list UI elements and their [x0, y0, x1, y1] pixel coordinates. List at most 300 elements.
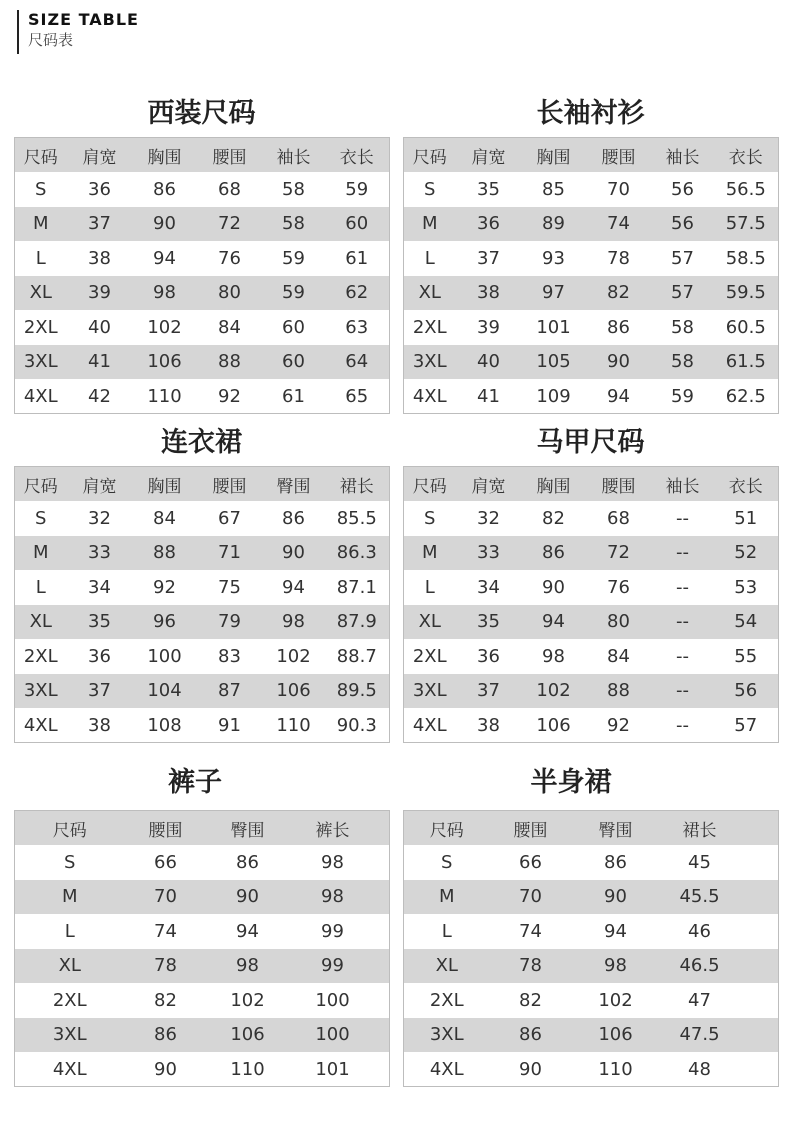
table-cell: XL: [418, 282, 441, 304]
table-row: [15, 983, 390, 1018]
table-cell: L: [64, 920, 75, 942]
table-cell: 94: [607, 385, 630, 407]
table-cell: 76: [607, 576, 630, 598]
table-cell: 89: [542, 213, 565, 235]
table-cell: 42: [88, 385, 111, 407]
table-cell: 90: [154, 1058, 177, 1080]
column-header: 袖长: [276, 147, 311, 168]
column-header: 肩宽: [471, 147, 506, 168]
table-cell: --: [676, 680, 689, 702]
table-row: [404, 310, 779, 345]
table-cell: 32: [477, 507, 500, 529]
table-cell: 109: [536, 385, 571, 407]
table-cell: 99: [321, 955, 344, 977]
table-cell: 33: [88, 542, 111, 564]
table-row: [15, 501, 390, 536]
table-cell: 110: [598, 1058, 633, 1080]
table-cell: 48: [688, 1058, 711, 1080]
table-cell: 61: [282, 385, 305, 407]
header-title-cn: 尺码表: [28, 31, 74, 49]
table-cell: 86: [153, 178, 176, 200]
table-cell: 82: [154, 989, 177, 1011]
table-cell: 35: [477, 611, 500, 633]
table-cell: --: [676, 576, 689, 598]
empty-cell: [740, 811, 779, 846]
table-cell: 87.9: [336, 611, 377, 633]
column-header: 裙长: [682, 820, 717, 841]
table-cell: 93: [542, 247, 565, 269]
size-table: [403, 810, 779, 1087]
table-cell: 38: [477, 714, 500, 736]
table-cell: 90: [153, 213, 176, 235]
table-row: [404, 501, 779, 536]
table-cell: 102: [598, 989, 633, 1011]
table-cell: 72: [607, 542, 630, 564]
table-cell: --: [676, 507, 689, 529]
table-cell: 59: [282, 247, 305, 269]
table-cell: 85.5: [336, 507, 377, 529]
table-cell: 86: [236, 851, 259, 873]
table-cell: 2XL: [429, 989, 464, 1011]
table-cell: 94: [542, 611, 565, 633]
table-cell: 37: [88, 680, 111, 702]
table-cell: L: [424, 576, 435, 598]
table-cell: 74: [607, 213, 630, 235]
empty-cell: [377, 914, 390, 949]
empty-cell: [740, 983, 779, 1018]
table-cell: 65: [345, 385, 369, 407]
table-cell: 60.5: [725, 316, 766, 338]
table-row: [404, 983, 779, 1018]
table-row: [404, 241, 779, 276]
table-cell: 58: [671, 316, 694, 338]
empty-cell: [377, 949, 390, 984]
table-row: [15, 1052, 390, 1087]
table-cell: 84: [607, 645, 630, 667]
table-cell: 78: [154, 955, 177, 977]
column-header: 尺码: [412, 147, 447, 168]
table-cell: 94: [282, 576, 305, 598]
table-cell: 100: [315, 1024, 350, 1046]
table-cell: 59: [671, 385, 694, 407]
table-cell: 37: [477, 680, 500, 702]
table-cell: 3XL: [23, 351, 58, 373]
empty-cell: [740, 914, 779, 949]
table-row: [404, 674, 779, 709]
empty-cell: [377, 1018, 390, 1053]
table-row: [15, 276, 390, 311]
column-header: 腰围: [148, 820, 183, 841]
table-cell: 58: [671, 351, 694, 373]
table-row: [15, 639, 390, 674]
table-cell: S: [35, 507, 47, 529]
table-cell: 94: [604, 920, 627, 942]
table-cell: S: [64, 851, 76, 873]
table-row: [15, 536, 390, 571]
table-cell: 60: [282, 316, 305, 338]
column-header: 腰围: [513, 820, 548, 841]
table-cell: 4XL: [23, 714, 58, 736]
table-cell: 71: [218, 542, 241, 564]
table-header-row: [15, 138, 390, 173]
column-header: 尺码: [23, 476, 58, 497]
table-cell: 86.3: [336, 542, 377, 564]
table-cell: 63: [345, 316, 369, 338]
table-cell: 87.1: [336, 576, 377, 598]
table-cell: 102: [536, 680, 571, 702]
table-cell: 110: [147, 385, 182, 407]
table-cell: --: [676, 542, 689, 564]
table-title: 裤子: [168, 767, 222, 798]
table-cell: 80: [218, 282, 241, 304]
table-cell: 85: [542, 178, 565, 200]
table-cell: 58: [282, 178, 305, 200]
table-cell: 59: [345, 178, 369, 200]
table-row: [404, 880, 779, 915]
table-cell: 38: [88, 247, 111, 269]
table-cell: 59.5: [725, 282, 766, 304]
table-cell: --: [676, 714, 689, 736]
table-cell: M: [438, 886, 455, 908]
table-title: 连衣裙: [161, 427, 242, 458]
table-cell: 92: [607, 714, 630, 736]
column-header: 臀围: [598, 820, 633, 841]
table-cell: 98: [153, 282, 176, 304]
table-cell: 104: [147, 680, 182, 702]
table-cell: 90: [519, 1058, 542, 1080]
table-cell: 61.5: [725, 351, 766, 373]
column-header: 肩宽: [471, 476, 506, 497]
table-cell: XL: [435, 955, 458, 977]
table-cell: 58: [282, 213, 305, 235]
column-header: 胸围: [147, 147, 182, 168]
table-row: [15, 379, 390, 414]
table-cell: 108: [147, 714, 182, 736]
table-cell: 110: [230, 1058, 265, 1080]
table-cell: 57: [671, 282, 694, 304]
table-cell: S: [424, 507, 436, 529]
table-row: [404, 639, 779, 674]
table-cell: 78: [519, 955, 542, 977]
table-cell: 56: [671, 178, 694, 200]
table-cell: L: [35, 247, 46, 269]
table-cell: 52: [734, 542, 758, 564]
page-header: [17, 10, 139, 54]
table-title: 长袖衬衫: [536, 98, 645, 129]
table-cell: 83: [218, 645, 241, 667]
table-cell: 86: [154, 1024, 177, 1046]
table-cell: 60: [282, 351, 305, 373]
table-cell: 98: [236, 955, 259, 977]
column-header: 肩宽: [82, 147, 117, 168]
table-cell: 2XL: [23, 316, 58, 338]
table-cell: 36: [88, 178, 111, 200]
table-cell: L: [441, 920, 452, 942]
table-cell: M: [421, 213, 438, 235]
column-header: 胸围: [536, 476, 571, 497]
table-cell: 98: [282, 611, 305, 633]
table-cell: 102: [147, 316, 182, 338]
table-cell: 58.5: [725, 247, 766, 269]
table-header-row: [15, 467, 390, 502]
table-cell: 101: [536, 316, 571, 338]
table-row: [404, 379, 779, 414]
table-cell: 45.5: [679, 886, 720, 908]
table-row: [404, 1018, 779, 1053]
table-cell: 45: [688, 851, 711, 873]
table-cell: 98: [321, 851, 344, 873]
column-header: 尺码: [429, 820, 464, 841]
table-cell: 54: [734, 611, 758, 633]
table-cell: 100: [315, 989, 350, 1011]
table-header-row: [404, 811, 779, 846]
table-cell: 35: [477, 178, 500, 200]
table-cell: 88: [153, 542, 176, 564]
table-cell: 56.5: [725, 178, 766, 200]
table-cell: 110: [276, 714, 311, 736]
table-cell: 55: [734, 645, 758, 667]
table-cell: XL: [418, 611, 441, 633]
table-cell: --: [676, 645, 689, 667]
table-cell: L: [35, 576, 46, 598]
table-cell: 74: [154, 920, 177, 942]
table-cell: 62.5: [725, 385, 766, 407]
table-cell: 90.3: [336, 714, 377, 736]
table-cell: 90: [282, 542, 305, 564]
table-cell: 106: [147, 351, 182, 373]
size-table: [14, 810, 390, 1087]
table-cell: 40: [88, 316, 111, 338]
table-cell: 88.7: [336, 645, 377, 667]
table-cell: 88: [607, 680, 630, 702]
table-header-row: [404, 467, 779, 502]
table-cell: XL: [58, 955, 81, 977]
table-row: [15, 172, 390, 207]
table-cell: 3XL: [429, 1024, 464, 1046]
table-title: 西装尺码: [147, 98, 256, 129]
table-cell: 106: [230, 1024, 265, 1046]
size-table: [14, 466, 390, 743]
empty-cell: [377, 880, 390, 915]
table-row: [15, 345, 390, 380]
column-header: 尺码: [23, 147, 58, 168]
table-row: [404, 708, 779, 743]
table-row: [404, 207, 779, 242]
table-cell: 56: [734, 680, 758, 702]
table-cell: 2XL: [23, 645, 58, 667]
table-cell: 39: [477, 316, 500, 338]
table-cell: 4XL: [412, 385, 447, 407]
table-cell: 100: [147, 645, 182, 667]
table-row: [404, 949, 779, 984]
table-cell: 66: [154, 851, 177, 873]
table-cell: 70: [519, 886, 542, 908]
table-cell: 86: [282, 507, 305, 529]
table-cell: 47: [688, 989, 711, 1011]
table-row: [15, 845, 390, 880]
table-cell: 90: [604, 886, 627, 908]
table-row: [15, 674, 390, 709]
column-header: 裤长: [315, 820, 350, 841]
table-row: [15, 708, 390, 743]
table-cell: 86: [519, 1024, 542, 1046]
table-cell: 3XL: [52, 1024, 87, 1046]
table-row: [15, 1018, 390, 1053]
table-cell: 3XL: [412, 351, 447, 373]
table-cell: S: [35, 178, 47, 200]
table-row: [15, 241, 390, 276]
column-header: 袖长: [665, 147, 700, 168]
table-cell: 92: [218, 385, 241, 407]
table-cell: 102: [276, 645, 311, 667]
table-cell: 78: [607, 247, 630, 269]
table-row: [15, 207, 390, 242]
table-cell: 92: [153, 576, 176, 598]
table-cell: 106: [598, 1024, 633, 1046]
table-cell: 101: [315, 1058, 350, 1080]
table-cell: 3XL: [23, 680, 58, 702]
empty-cell: [377, 845, 390, 880]
table-cell: 66: [519, 851, 542, 873]
table-cell: 59: [282, 282, 305, 304]
table-row: [15, 310, 390, 345]
column-header: 尺码: [412, 476, 447, 497]
table-cell: 3XL: [412, 680, 447, 702]
table-cell: 4XL: [429, 1058, 464, 1080]
size-table: [14, 137, 390, 414]
table-cell: 90: [607, 351, 630, 373]
table-cell: 47.5: [679, 1024, 720, 1046]
table-cell: 90: [236, 886, 259, 908]
table-row: [404, 345, 779, 380]
table-cell: 75: [218, 576, 241, 598]
table-cell: 37: [88, 213, 111, 235]
table-row: [404, 276, 779, 311]
table-cell: 97: [542, 282, 565, 304]
empty-cell: [740, 1018, 779, 1053]
table-cell: 94: [153, 247, 176, 269]
table-cell: 98: [542, 645, 565, 667]
table-title: 半身裙: [530, 767, 612, 798]
table-cell: 2XL: [412, 316, 447, 338]
table-cell: M: [32, 542, 49, 564]
table-cell: 57: [671, 247, 694, 269]
table-row: [15, 605, 390, 640]
column-header: 腰围: [212, 476, 247, 497]
table-cell: M: [32, 213, 49, 235]
table-cell: 38: [477, 282, 500, 304]
table-cell: 2XL: [52, 989, 87, 1011]
table-cell: 89.5: [336, 680, 377, 702]
table-cell: 86: [607, 316, 630, 338]
table-cell: 98: [321, 886, 344, 908]
empty-cell: [377, 1052, 390, 1087]
table-cell: 99: [321, 920, 344, 942]
table-cell: 36: [477, 645, 500, 667]
column-header: 臀围: [230, 820, 265, 841]
table-cell: XL: [29, 282, 52, 304]
table-cell: 41: [477, 385, 500, 407]
empty-cell: [740, 880, 779, 915]
table-cell: 88: [218, 351, 241, 373]
table-row: [15, 949, 390, 984]
table-cell: 106: [276, 680, 311, 702]
table-cell: 86: [604, 851, 627, 873]
table-header-row: [15, 811, 390, 846]
column-header: 衣长: [728, 476, 763, 497]
table-title: 马甲尺码: [536, 427, 645, 458]
table-cell: 87: [218, 680, 241, 702]
size-table: [403, 466, 779, 743]
table-cell: 46.5: [679, 955, 720, 977]
table-row: [404, 570, 779, 605]
empty-cell: [377, 983, 390, 1018]
table-cell: 61: [345, 247, 369, 269]
table-cell: 67: [218, 507, 241, 529]
table-cell: 62: [345, 282, 369, 304]
table-row: [404, 172, 779, 207]
size-table: [403, 137, 779, 414]
table-cell: 102: [230, 989, 265, 1011]
table-row: [15, 914, 390, 949]
table-cell: 68: [218, 178, 241, 200]
table-cell: 53: [734, 576, 758, 598]
table-cell: 39: [88, 282, 111, 304]
column-header: 尺码: [52, 820, 87, 841]
column-header: 袖长: [665, 476, 700, 497]
column-header: 胸围: [536, 147, 571, 168]
table-cell: 79: [218, 611, 241, 633]
table-cell: --: [676, 611, 689, 633]
table-cell: 91: [218, 714, 241, 736]
table-cell: 82: [519, 989, 542, 1011]
column-header: 衣长: [339, 147, 374, 168]
table-cell: 34: [88, 576, 111, 598]
table-cell: S: [441, 851, 453, 873]
table-cell: 106: [536, 714, 571, 736]
table-cell: 51: [734, 507, 758, 529]
table-row: [404, 914, 779, 949]
table-cell: L: [424, 247, 435, 269]
table-cell: 34: [477, 576, 500, 598]
table-cell: 32: [88, 507, 111, 529]
table-cell: 41: [88, 351, 111, 373]
empty-cell: [740, 1052, 779, 1087]
table-cell: 86: [542, 542, 565, 564]
table-cell: 76: [218, 247, 241, 269]
table-cell: 60: [345, 213, 369, 235]
table-cell: 2XL: [412, 645, 447, 667]
table-cell: 56: [671, 213, 694, 235]
column-header: 衣长: [728, 147, 763, 168]
table-row: [404, 845, 779, 880]
empty-cell: [740, 845, 779, 880]
table-row: [15, 570, 390, 605]
table-cell: 80: [607, 611, 630, 633]
table-cell: 40: [477, 351, 500, 373]
table-cell: 70: [607, 178, 630, 200]
table-cell: 84: [153, 507, 176, 529]
table-cell: 37: [477, 247, 500, 269]
column-header: 臀围: [276, 476, 311, 497]
column-header: 裙长: [339, 476, 374, 497]
table-cell: 36: [88, 645, 111, 667]
table-cell: 84: [218, 316, 241, 338]
table-cell: 35: [88, 611, 111, 633]
table-row: [404, 1052, 779, 1087]
table-row: [404, 536, 779, 571]
table-cell: 38: [88, 714, 111, 736]
